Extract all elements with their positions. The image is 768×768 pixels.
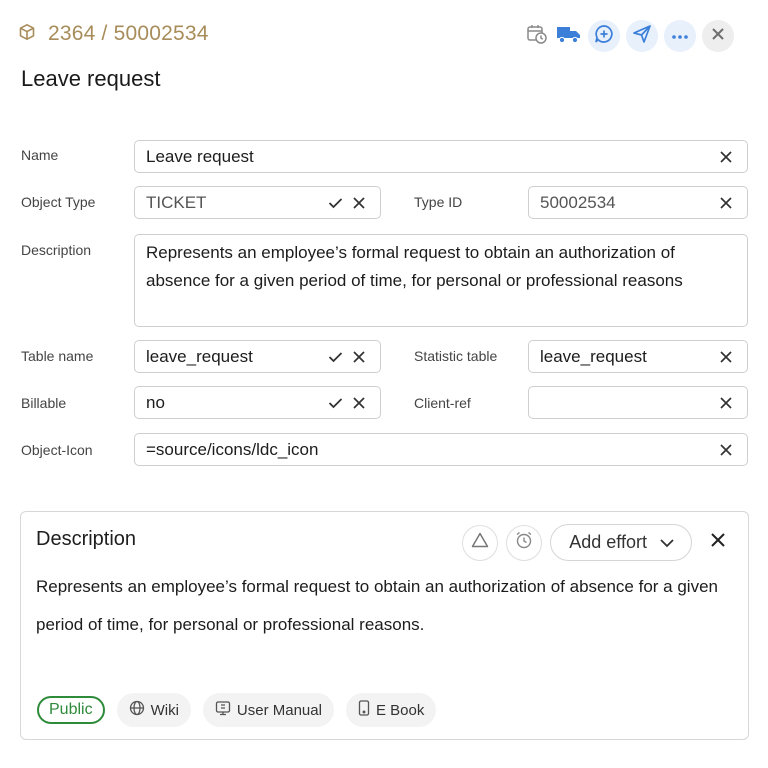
billable-label: Billable [21, 395, 67, 411]
add-effort-label: Add effort [569, 532, 647, 552]
name-value: Leave request [146, 146, 254, 166]
clear-icon[interactable] [715, 439, 737, 461]
clear-icon[interactable] [348, 346, 370, 368]
description-label: Description [21, 242, 92, 258]
cube-icon [18, 23, 36, 46]
statistic-table-field[interactable] [528, 340, 748, 373]
statistic-table-value: leave_request [540, 346, 647, 366]
close-button[interactable] [702, 20, 734, 52]
record-id [18, 22, 209, 46]
type-id-value: 50002534 [540, 192, 616, 212]
object-type-select[interactable] [134, 186, 381, 219]
chat-plus-icon [594, 24, 614, 49]
clear-icon[interactable] [348, 192, 370, 214]
card-title: Description [36, 528, 137, 550]
table-name-label: Table name [21, 348, 94, 364]
statistic-table-label: Statistic table [414, 348, 498, 364]
table-name-value: leave_request [146, 346, 253, 366]
public-label: Public [49, 701, 93, 718]
clear-icon[interactable] [715, 146, 737, 168]
check-icon[interactable] [324, 192, 346, 214]
card-chips [37, 693, 436, 727]
description-card [20, 511, 749, 740]
object-icon-label: Object-Icon [21, 442, 93, 458]
calendar-clock-icon [526, 23, 548, 50]
ebook-chip[interactable] [346, 693, 436, 727]
more-icon [671, 27, 689, 45]
send-button[interactable] [626, 20, 658, 52]
truck-icon [555, 23, 583, 50]
send-icon [632, 24, 652, 49]
timer-button[interactable] [506, 525, 542, 561]
name-field[interactable] [134, 140, 748, 173]
wiki-chip[interactable] [117, 693, 191, 727]
page-title: Leave request [21, 66, 161, 91]
wiki-label: Wiki [150, 701, 179, 719]
billable-select[interactable] [134, 386, 381, 419]
record-id-text: 2364 / 50002534 [48, 22, 209, 45]
warning-button[interactable] [462, 525, 498, 561]
client-ref-field[interactable] [528, 386, 748, 419]
clear-icon[interactable] [715, 192, 737, 214]
card-toolbar [462, 524, 736, 561]
table-name-select[interactable] [134, 340, 381, 373]
triangle-icon [471, 532, 489, 553]
ebook-icon [358, 700, 370, 720]
public-chip[interactable] [37, 696, 105, 724]
billable-value: no [146, 392, 165, 412]
card-close-button[interactable] [700, 525, 736, 561]
ebook-label: E Book [375, 701, 425, 719]
check-icon[interactable] [324, 392, 346, 414]
alarm-clock-icon [514, 530, 534, 555]
clear-icon[interactable] [715, 392, 737, 414]
calendar-clock-button[interactable] [524, 20, 550, 52]
truck-button[interactable] [556, 20, 582, 52]
object-type-value: TICKET [146, 192, 207, 212]
description-value: Represents an employee’s formal request to obtain an authorization of absence for a given period of time, for personal or professional reasons [146, 243, 683, 290]
user-manual-chip[interactable] [203, 693, 334, 727]
add-effort-dropdown[interactable] [550, 524, 692, 561]
object-icon-value: =source/icons/ldc_icon [146, 439, 319, 459]
type-id-field[interactable] [528, 186, 748, 219]
globe-icon [129, 700, 145, 720]
user-manual-label: User Manual [236, 701, 322, 719]
more-button[interactable] [664, 20, 696, 52]
object-icon-field[interactable] [134, 433, 748, 466]
header-actions [524, 20, 734, 52]
add-comment-button[interactable] [588, 20, 620, 52]
card-description-text: Represents an employee’s formal request to obtain an authorization of absence for a given period of time, for personal or professional reasons. [36, 577, 718, 634]
description-textarea[interactable] [134, 234, 748, 327]
clear-icon[interactable] [715, 346, 737, 368]
manual-icon [215, 700, 231, 720]
client-ref-label: Client-ref [414, 395, 471, 411]
type-id-label: Type ID [414, 194, 463, 210]
clear-icon[interactable] [348, 392, 370, 414]
check-icon[interactable] [324, 346, 346, 368]
object-type-label: Object Type [21, 194, 96, 210]
close-icon [711, 27, 725, 46]
close-icon [710, 532, 726, 553]
name-label: Name [21, 147, 59, 163]
chevron-down-icon [659, 532, 675, 553]
